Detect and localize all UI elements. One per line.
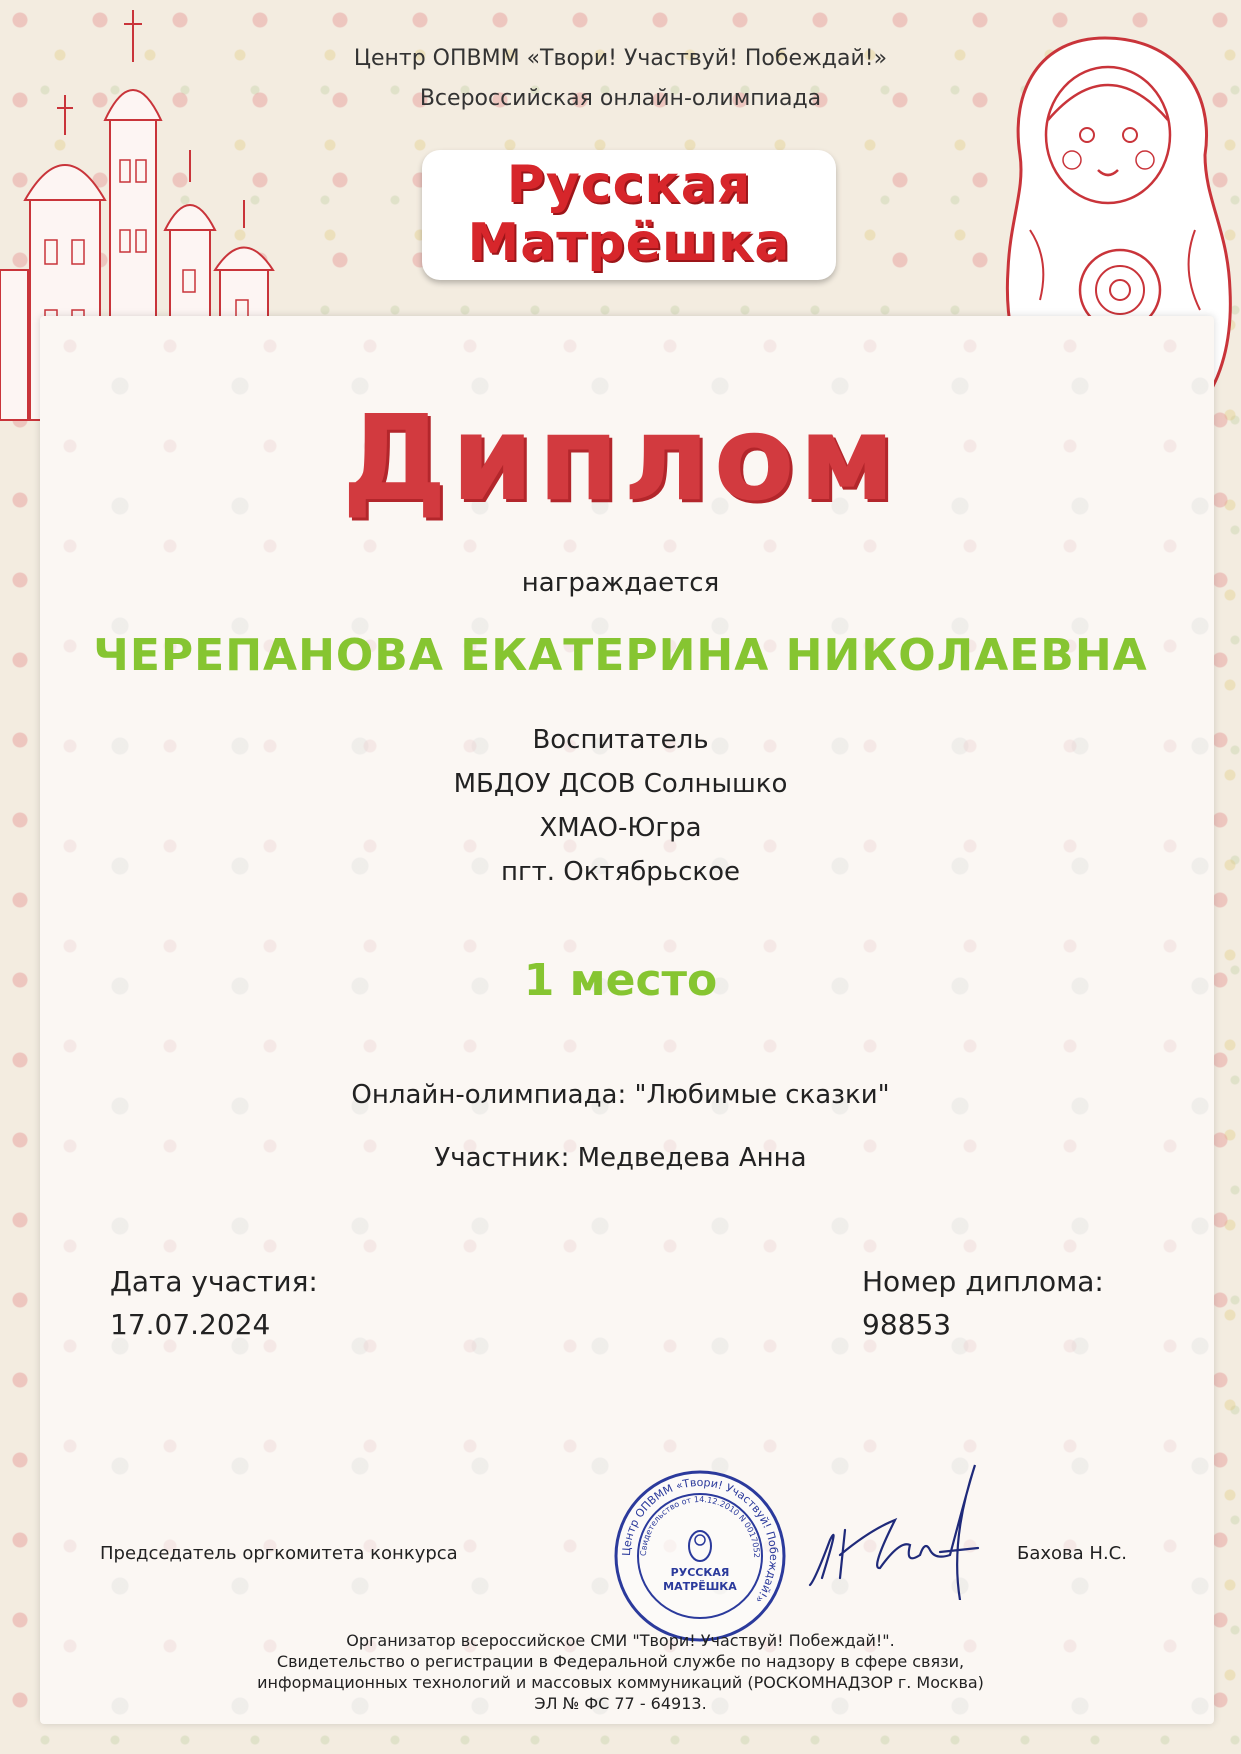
event-line: Всероссийская онлайн-олимпиада (419, 86, 822, 111)
logo-badge (422, 150, 836, 280)
recipient-position: Воспитатель (532, 725, 709, 755)
diploma-title: Диплом (341, 389, 900, 527)
handwritten-signature (800, 1460, 980, 1600)
date-label: Дата участия: (110, 1265, 318, 1298)
stamp-outer-text: Центр ОПВММ «Твори! Участвуй! Побеждай!» (619, 1475, 781, 1606)
recipient-city: пгт. Октябрьское (500, 857, 741, 887)
stamp-logo-line-2: МАТРЁШКА (663, 1580, 737, 1593)
stamp-logo-line-1: РУССКАЯ (670, 1566, 730, 1579)
diploma-number-label: Номер диплома: (862, 1265, 1104, 1298)
footer-line-3: информационных технологий и массовых коммуникаций (РОСКОМНАДЗОР г. Москва) (257, 1673, 984, 1692)
date-value: 17.07.2024 (110, 1308, 271, 1341)
diploma-number-value: 98853 (862, 1308, 952, 1341)
official-stamp (612, 1468, 788, 1644)
logo-line-1: Русская (506, 155, 752, 215)
logo-line-2: Матрёшка (467, 213, 791, 273)
signer-name: Бахова Н.С. (1017, 1543, 1127, 1564)
organizer-line: Центр ОПВММ «Твори! Участвуй! Побеждай!» (353, 46, 888, 71)
footer-line-2: Свидетельство о регистрации в Федеральной службе по надзору в сфере связи, (276, 1652, 965, 1671)
recipient-institution: МБДОУ ДСОВ Солнышко (453, 769, 788, 799)
recipient-name: ЧЕРЕПАНОВА ЕКАТЕРИНА НИКОЛАЕВНА (93, 630, 1148, 681)
footer-line-1: Организатор всероссийское СМИ "Твори! Участвуй! Побеждай!". (346, 1631, 895, 1650)
chair-label: Председатель оргкомитета конкурса (100, 1543, 458, 1564)
olympiad-name: Онлайн-олимпиада: "Любимые сказки" (351, 1080, 890, 1110)
footer-line-4: ЭЛ № ФС 77 - 64913. (534, 1694, 707, 1713)
awarded-text: награждается (521, 568, 720, 598)
recipient-region: ХМАО-Югра (539, 813, 702, 843)
participant-name: Участник: Медведева Анна (434, 1143, 807, 1173)
place-award: 1 место (523, 955, 718, 1006)
stamp-inner-text: Свидетельство от 14.12.2010 N 0017052 (638, 1494, 762, 1559)
